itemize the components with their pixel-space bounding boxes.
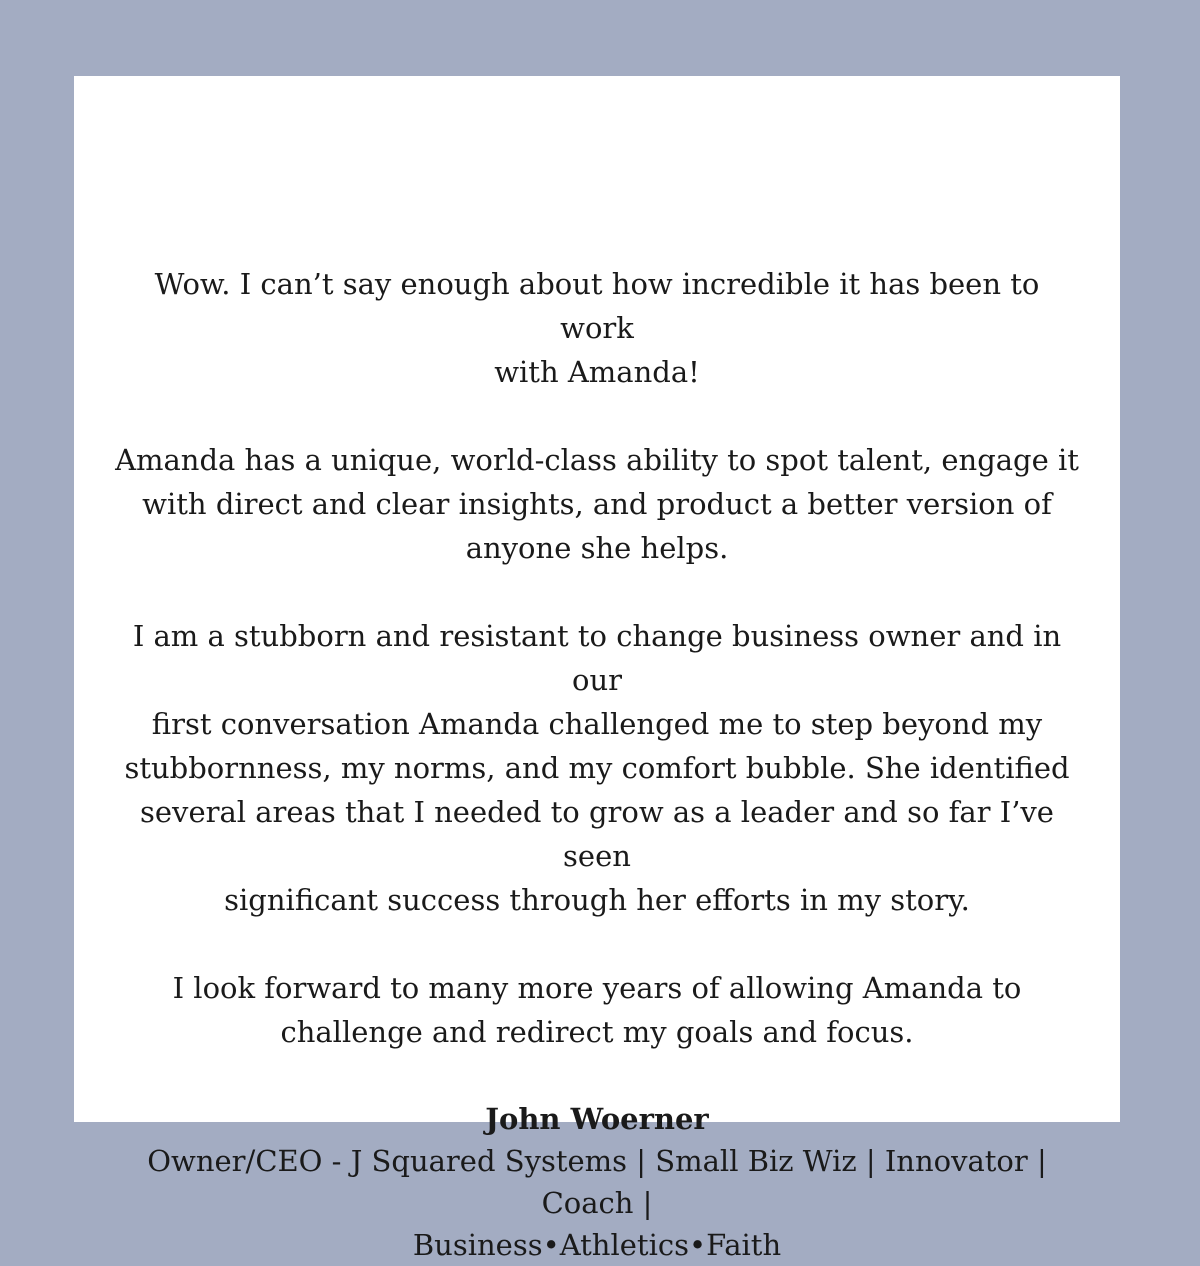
testimonial-paragraph-2: Amanda has a unique, world-class ability to spot talent, engage it with direct and clear insights, and product a better version of anyone she helps. <box>115 443 1079 565</box>
testimonial-content <box>74 262 1120 1266</box>
testimonial-paragraph-4: I look forward to many more years of allowing Amanda to challenge and redirect my goals and focus. <box>172 971 1022 1049</box>
testimonial-card <box>74 76 1120 1262</box>
author-block <box>114 1098 1080 1266</box>
testimonial-paragraph-3: I am a stubborn and resistant to change business owner and in our first conversation Amanda challenged me to step beyond my stubbornness, my norms, and my comfort bubble. She identified several areas that I needed to grow as a leader and so far I’ve seen significant success through her efforts in my story. <box>124 619 1070 917</box>
author-title: Owner/CEO - J Squared Systems | Small Biz Wiz | Innovator | Coach | Business•Athletics•Faith <box>147 1144 1047 1262</box>
testimonial-paragraph-1: Wow. I can’t say enough about how incredible it has been to work with Amanda! <box>154 267 1040 389</box>
author-name: John Woerner <box>485 1102 709 1136</box>
